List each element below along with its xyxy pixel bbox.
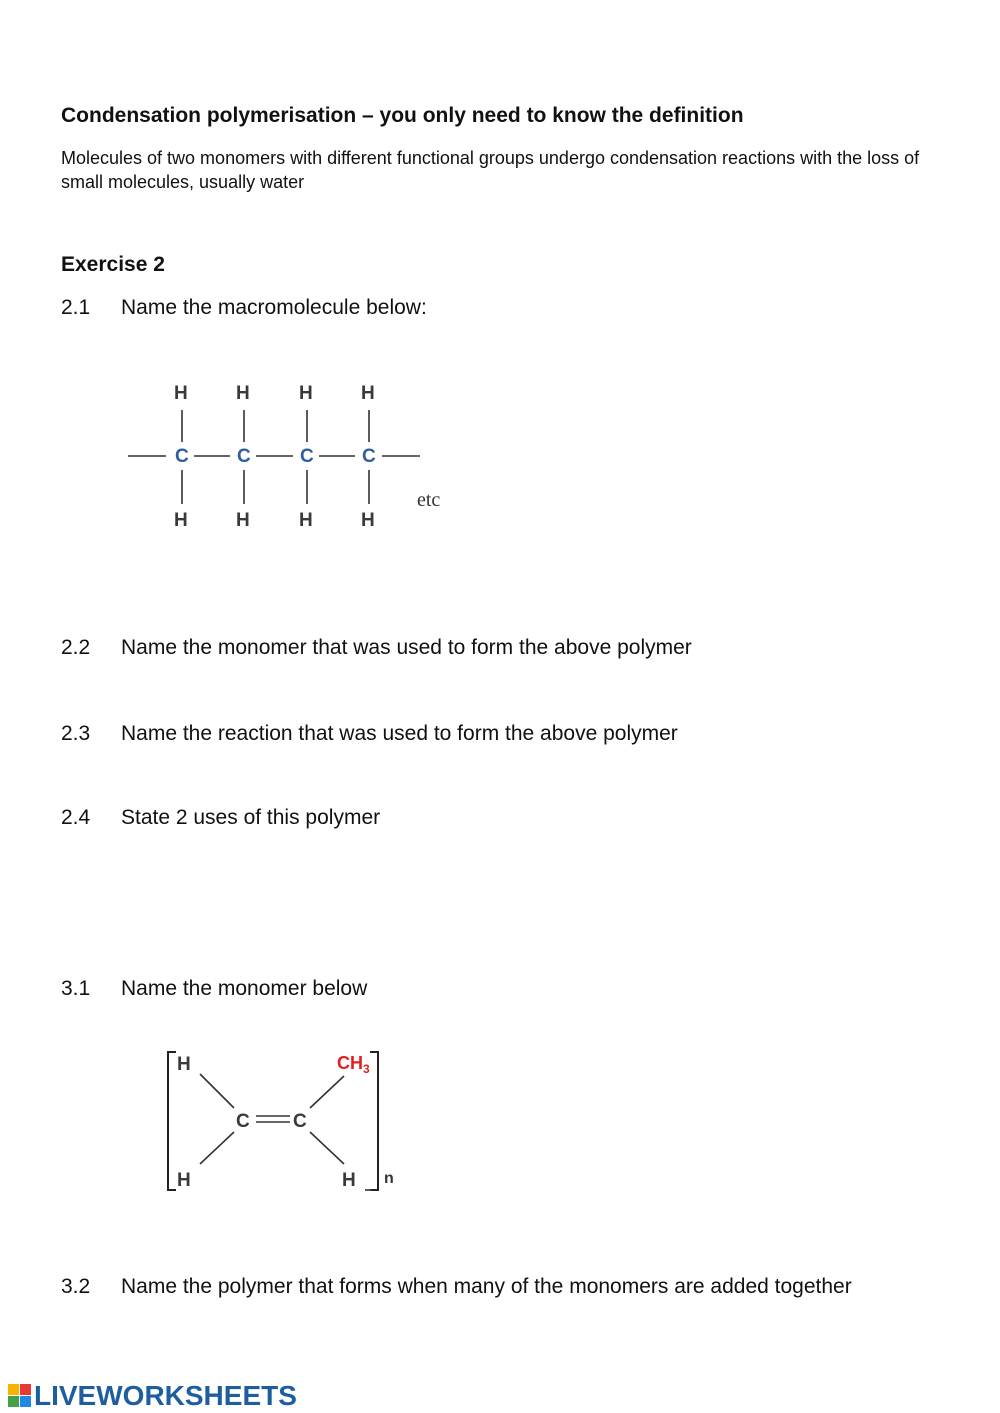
atom-h: H (299, 383, 313, 404)
question-number: 2.1 (61, 296, 91, 319)
atom-h: H (174, 510, 188, 531)
question-number: 3.1 (61, 977, 91, 1000)
atom-h: H (177, 1054, 191, 1075)
logo-text: LIVEWORKSHEETS (34, 1380, 297, 1411)
question-text: Name the polymer that forms when many of the monomers are added together (121, 1275, 852, 1298)
atom-h: H (361, 510, 375, 531)
question-number: 2.3 (61, 722, 91, 745)
bond (310, 1076, 344, 1108)
atom-c: C (293, 1111, 307, 1132)
atom-h: H (236, 383, 250, 404)
section-title: Condensation polymerisation – you only need to know the definition (61, 104, 744, 127)
atom-h: H (342, 1170, 356, 1191)
atom-c: C (362, 446, 376, 467)
question-text: State 2 uses of this polymer (121, 806, 381, 829)
atom-c: C (175, 446, 189, 467)
etc-label: etc (417, 489, 441, 511)
atom-h: H (299, 510, 313, 531)
atom-h: H (177, 1170, 191, 1191)
question-3-1 (61, 977, 961, 1003)
question-number: 2.2 (61, 636, 91, 659)
methyl-group (337, 1053, 370, 1076)
question-number: 2.4 (61, 806, 91, 829)
question-text: Name the reaction that was used to form the above polymer (121, 722, 678, 745)
exercise-title: Exercise 2 (61, 253, 165, 276)
question-2-1 (61, 296, 961, 322)
atom-c: C (236, 1111, 250, 1132)
definition-text: Molecules of two monomers with different functional groups undergo condensation reactions with the loss of small molecules, usually water (61, 148, 920, 192)
atom-h: H (174, 383, 188, 404)
methyl-subscript: 3 (363, 1062, 370, 1076)
atom-c: C (237, 446, 251, 467)
question-text: Name the macromolecule below: (121, 296, 427, 319)
right-bracket (370, 1052, 378, 1190)
atom-c: C (300, 446, 314, 467)
propene-structure (160, 1042, 420, 1202)
question-text: Name the monomer that was used to form the above polymer (121, 636, 692, 659)
liveworksheets-logo[interactable] (8, 1380, 297, 1412)
question-2-3 (61, 722, 961, 748)
left-bracket (168, 1052, 176, 1190)
question-text: Name the monomer below (121, 977, 368, 1000)
logo-blocks-icon (8, 1384, 32, 1408)
methyl-label: CH (337, 1053, 363, 1073)
atom-h: H (236, 510, 250, 531)
atom-h: H (361, 383, 375, 404)
bond (200, 1132, 234, 1164)
question-number: 3.2 (61, 1275, 91, 1298)
bond (200, 1074, 234, 1108)
question-2-4 (61, 806, 961, 832)
bond (310, 1132, 344, 1164)
repeat-n: n (384, 1170, 394, 1187)
polyethene-structure (120, 370, 460, 540)
question-3-2 (61, 1275, 961, 1301)
question-2-2 (61, 636, 961, 662)
